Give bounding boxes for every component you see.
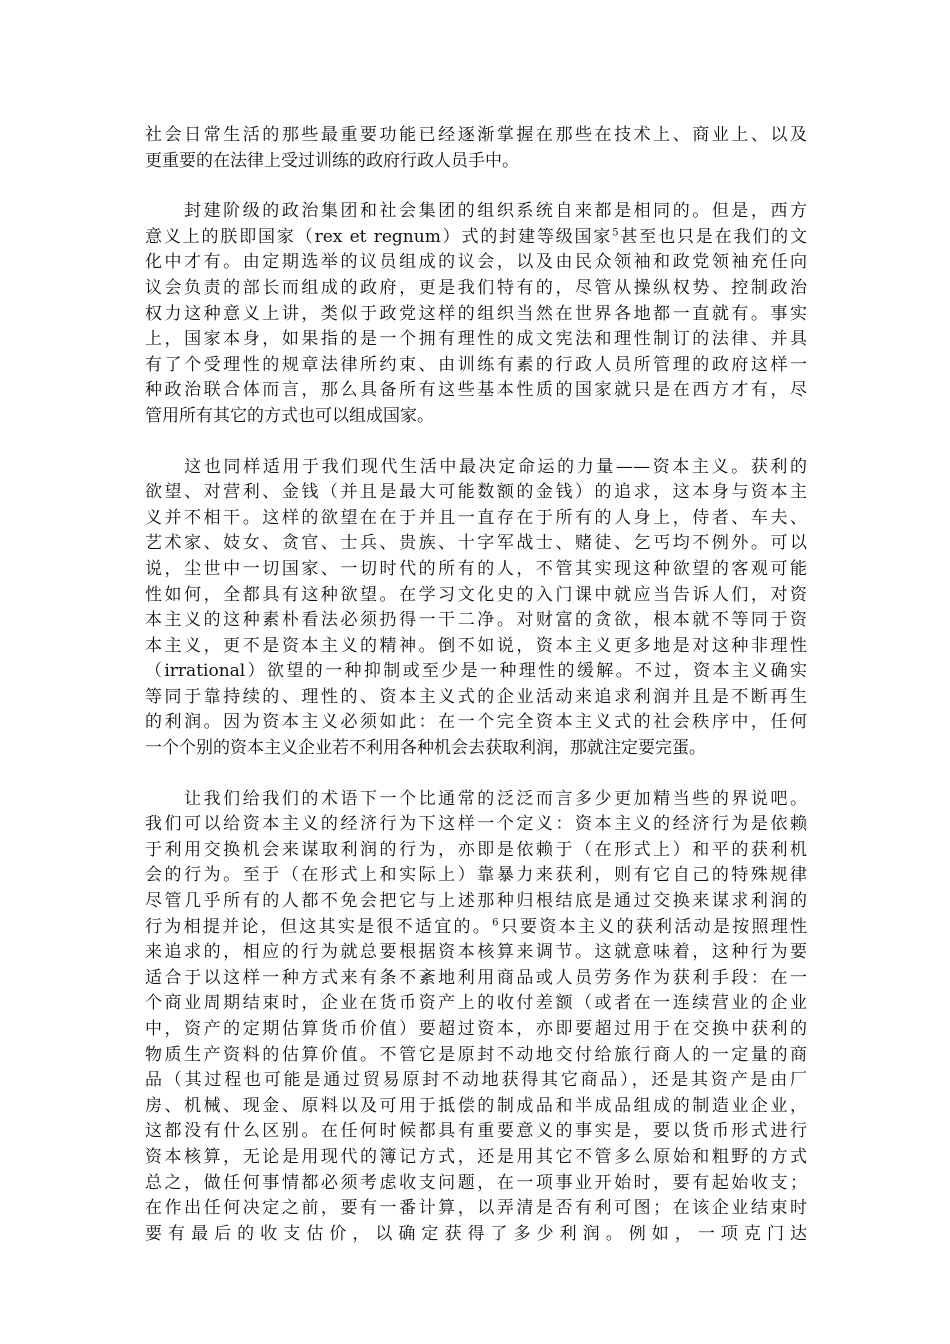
text-line: 艺术家、妓女、贪官、士兵、贵族、十字军战士、赌徒、乞丐均不例外。可以 bbox=[145, 533, 807, 554]
paragraph-4 bbox=[145, 787, 807, 1248]
text-line: 化中才有。由定期选举的议员组成的议会，以及由民众领袖和政党领袖充任向 bbox=[145, 252, 807, 273]
text-line-with-footnote bbox=[145, 915, 807, 941]
text-line: 权力这种意义上讲，类似于政党这样的组织当然在世界各地都一直就有。事实 bbox=[145, 303, 807, 324]
text-line: 房、机械、现金、原料以及可用于抵偿的制成品和半成品组成的制造业企业， bbox=[145, 1095, 807, 1116]
text-line: 资本核算，无论是用现代的簿记方式，还是用其它不管多么原始和粗野的方式 bbox=[145, 1146, 807, 1167]
text-line: 中，资产的定期估算货币价值）要超过资本，亦即要超过用于在交换中获利的 bbox=[145, 1019, 807, 1039]
text-line: 种政治联合体而言，那么具备所有这些基本性质的国家就只是在西方才有，尽 bbox=[145, 380, 807, 401]
text-line: 一个个别的资本主义企业若不利用各种机会去获取利润，那就注定要完蛋。 bbox=[145, 738, 706, 759]
text-line: 尽管几乎所有的人都不免会把它与上述那种归根结底是通过交换来谋求利润的 bbox=[145, 891, 807, 912]
text-line: 封建阶级的政治集团和社会集团的组织系统自来都是相同的。但是，西方 bbox=[145, 201, 807, 222]
text-line: 个商业周期结束时，企业在货币资产上的收付差额（或者在一连续营业的企业 bbox=[145, 993, 807, 1014]
text-line: （irrational）欲望的一种抑制或至少是一种理性的缓解。不过，资本主义确实 bbox=[145, 661, 807, 682]
text-line: 品（其过程也可能是通过贸易原封不动地获得其它商品），还是其资产是由厂 bbox=[145, 1070, 807, 1091]
text-line: 物质生产资料的估算价值。不管它是原封不动地交付给旅行商人的一定量的商 bbox=[145, 1044, 807, 1065]
document-page bbox=[145, 123, 807, 1272]
text-segment: 行为相提并论，但这其实是很不适宜的。 bbox=[145, 916, 493, 937]
text-line: 上，国家本身，如果指的是一个拥有理性的成文宪法和理性制订的法律、并具 bbox=[145, 329, 807, 350]
paragraph-3 bbox=[145, 455, 807, 762]
text-line: 这都没有什么区别。在任何时候都具有重要意义的事实是，要以货币形式进行 bbox=[145, 1121, 807, 1142]
text-line: 义并不相干。这样的欲望在在于并且一直存在于所有的人身上，侍者、车夫、 bbox=[145, 507, 807, 528]
text-line: 适合于以这样一种方式来有条不紊地利用商品或人员劳务作为获利手段：在一 bbox=[145, 967, 807, 988]
text-line: 会的行为。至于（在形式上和实际上）靠暴力来获利，则有它自己的特殊规律 bbox=[145, 865, 807, 886]
text-segment: 只要资本主义的获利活动是按照理性 bbox=[498, 916, 808, 937]
paragraph-1 bbox=[145, 123, 807, 174]
text-line: 性如何，全都具有这种欲望。在学习文化史的入门课中就应当告诉人们，对资 bbox=[145, 584, 807, 605]
text-line: 来追求的，相应的行为就总要根据资本核算来调节。这就意味着，这种行为要 bbox=[145, 942, 807, 963]
text-line: 要有最后的收支估价，以确定获得了多少利润。例如，一项克门达 bbox=[145, 1223, 807, 1244]
text-line: 管用所有其它的方式也可以组成国家。 bbox=[145, 405, 434, 426]
text-line: 这也同样适用于我们现代生活中最决定命运的力量——资本主义。获利的 bbox=[145, 456, 807, 477]
text-line: 本主义的这种素朴看法必须扔得一干二净。对财富的贪欲，根本就不等同于资 bbox=[145, 610, 807, 631]
text-line: 让我们给我们的术语下一个比通常的泛泛而言多少更加精当些的界说吧。 bbox=[145, 788, 807, 809]
text-line-with-footnote bbox=[145, 225, 807, 251]
text-line: 议会负责的部长而组成的政府，更是我们特有的，尽管从操纵权势、控制政治 bbox=[145, 277, 807, 298]
text-line: 更重要的在法律上受过训练的政府行政人员手中。 bbox=[145, 150, 519, 171]
paragraph-2 bbox=[145, 199, 807, 429]
text-line: 的利润。因为资本主义必须如此：在一个完全资本主义式的社会秩序中，任何 bbox=[145, 712, 807, 733]
text-line: 我们可以给资本主义的经济行为下这样一个定义：资本主义的经济行为是依赖 bbox=[145, 814, 807, 835]
text-line: 本主义，更不是资本主义的精神。倒不如说，资本主义更多地是对这种非理性 bbox=[145, 635, 807, 656]
text-line: 于利用交换机会来谋取利润的行为，亦即是依赖于（在形式上）和平的获利机 bbox=[145, 839, 807, 860]
text-line: 在作出任何决定之前，要有一番计算，以弄清是否有利可图；在该企业结束时 bbox=[145, 1198, 807, 1219]
text-line: 欲望、对营利、金钱（并且是最大可能数额的金钱）的追求，这本身与资本主 bbox=[145, 482, 807, 503]
text-line: 等同于靠持续的、理性的、资本主义式的企业活动来追求利润并且是不断再生 bbox=[145, 686, 807, 707]
text-line: 社会日常生活的那些最重要功能已经逐渐掌握在那些在技术上、商业上、以及 bbox=[145, 125, 807, 145]
text-line: 有了个受理性的规章法律所约束、由训练有素的行政人员所管理的政府这样一 bbox=[145, 354, 807, 375]
text-line: 总之，做任何事情都必须考虑收支问题，在一项事业开始时，要有起始收支； bbox=[145, 1172, 807, 1193]
footnote-mark: 6 bbox=[492, 916, 499, 928]
text-line: 说，尘世中一切国家、一切时代的所有的人，不管其实现这种欲望的客观可能 bbox=[145, 558, 807, 579]
footnote-mark: 5 bbox=[612, 227, 619, 239]
text-segment: 意义上的朕即国家（rex et regnum）式的封建等级国家 bbox=[145, 226, 613, 247]
text-segment: 甚至也只是在我们的文 bbox=[618, 226, 808, 247]
